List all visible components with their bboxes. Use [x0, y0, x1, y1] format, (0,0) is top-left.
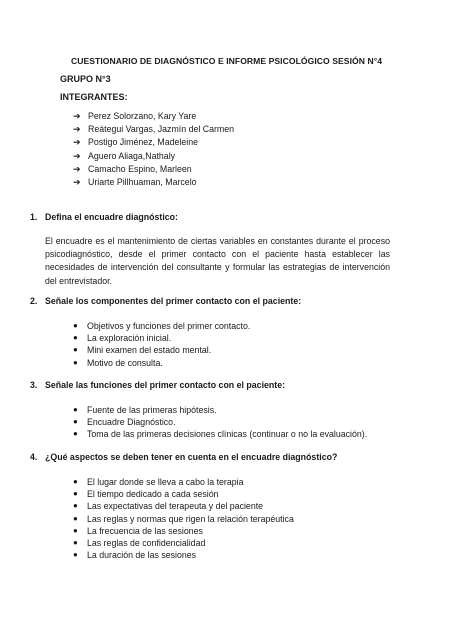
bullet-icon: ●: [73, 429, 78, 439]
list-item: [72, 320, 250, 332]
question-number: 2.: [30, 296, 38, 306]
list-item-text: La frecuencia de las sesiones: [87, 525, 203, 536]
list-item-text: Objetivos y funciones del primer contacto.: [87, 321, 251, 331]
question-text: ¿Qué aspectos se deben tener en cuenta en el encuadre diagnóstico?: [45, 452, 338, 462]
question-number: 4.: [30, 452, 38, 462]
list-item-text: Toma de las primeras decisiones clínicas (continuar o no la evaluación).: [87, 429, 368, 440]
list-item-text: Las reglas y normas que rigen la relación terapéutica: [87, 513, 294, 524]
list-item: [72, 525, 294, 537]
list-item-text: La exploración inicial.: [87, 333, 172, 344]
list-item: [72, 488, 294, 500]
question-2-list: [72, 320, 250, 369]
bullet-icon: ●: [73, 513, 78, 523]
question-4-heading: [30, 452, 337, 462]
list-item: [72, 549, 294, 561]
question-text: Señale los componentes del primer contacto con el paciente:: [45, 296, 302, 306]
member-name: Camacho Espino, Marleen: [88, 163, 192, 174]
list-item: [72, 344, 250, 356]
arrow-icon: ➔: [73, 111, 81, 121]
list-item-text: Las reglas de confidencialidad: [87, 537, 206, 548]
list-item: [72, 357, 250, 369]
member-name: Postigo Jiménez, Madeleine: [88, 137, 199, 148]
document-title: CUESTIONARIO DE DIAGNÓSTICO E INFORME PSICOLÓGICO SESIÓN N°4: [70, 56, 383, 66]
member-name: Aguero Aliaga,Nathaly: [88, 150, 176, 161]
bullet-icon: ●: [73, 345, 78, 355]
list-item-text: Las expectativas del terapeuta y del paciente: [87, 501, 264, 512]
list-item-text: Mini examen del estado mental.: [87, 345, 212, 356]
question-3-list: [72, 404, 367, 441]
bullet-icon: ●: [73, 477, 78, 486]
list-item: [72, 500, 294, 512]
member-name: Uriarte Pillhuaman, Marcelo: [88, 176, 197, 187]
bullet-icon: ●: [73, 405, 78, 414]
list-item: [72, 332, 250, 344]
bullet-icon: ●: [73, 501, 78, 511]
list-item-text: El lugar donde se lleva a cabo la terapia: [87, 477, 244, 487]
member-item: [73, 150, 234, 163]
list-item: [72, 537, 294, 549]
question-number: 1.: [30, 212, 38, 222]
arrow-icon: ➔: [73, 176, 81, 187]
arrow-icon: ➔: [73, 163, 81, 174]
question-1-heading: [30, 212, 178, 222]
list-item: [72, 428, 367, 440]
list-item: [72, 416, 367, 428]
list-item-text: La duración de las sesiones: [87, 550, 197, 561]
question-2-heading: [30, 296, 301, 306]
member-item: [73, 123, 234, 136]
member-name: Reátegui Vargas, Jazmín del Carmen: [88, 124, 235, 135]
list-item-text: Motivo de consulta.: [87, 357, 163, 368]
member-item: [73, 136, 234, 149]
list-item: [72, 476, 294, 488]
bullet-icon: ●: [73, 550, 78, 560]
bullet-icon: ●: [73, 525, 78, 535]
bullet-icon: ●: [73, 417, 78, 427]
bullet-icon: ●: [73, 357, 78, 367]
list-item-text: Encuadre Diagnóstico.: [87, 417, 176, 428]
question-1-answer: El encuadre es el mantenimiento de ciertas variables en constantes durante el proceso psicodiagnóstico, desde el primer contacto con el paciente hasta establecer las necesidades de intervención del consultante y formular las estrategias de intervención del entrevistador.: [45, 236, 390, 286]
list-item-text: Fuente de las primeras hipótesis.: [87, 405, 217, 415]
member-item: [73, 110, 234, 123]
question-4-list: [72, 476, 294, 561]
bullet-icon: ●: [73, 537, 78, 547]
arrow-icon: ➔: [73, 137, 81, 148]
list-item: [72, 404, 367, 416]
question-text: Defina el encuadre diagnóstico:: [45, 212, 178, 222]
list-item-text: El tiempo dedicado a cada sesión: [87, 489, 219, 500]
members-label: INTEGRANTES:: [60, 92, 128, 102]
question-3-heading: [30, 380, 285, 390]
bullet-icon: ●: [73, 321, 78, 330]
member-item: [73, 176, 234, 189]
group-label: GRUPO N°3: [60, 74, 111, 84]
list-item: [72, 513, 294, 525]
arrow-icon: ➔: [73, 124, 81, 135]
question-number: 3.: [30, 380, 38, 390]
members-list: [73, 110, 234, 189]
arrow-icon: ➔: [73, 150, 81, 161]
bullet-icon: ●: [73, 333, 78, 343]
question-text: Señale las funciones del primer contacto con el paciente:: [45, 380, 286, 390]
member-name: Perez Solorzano, Kary Yare: [88, 111, 197, 121]
bullet-icon: ●: [73, 489, 78, 499]
member-item: [73, 163, 234, 176]
